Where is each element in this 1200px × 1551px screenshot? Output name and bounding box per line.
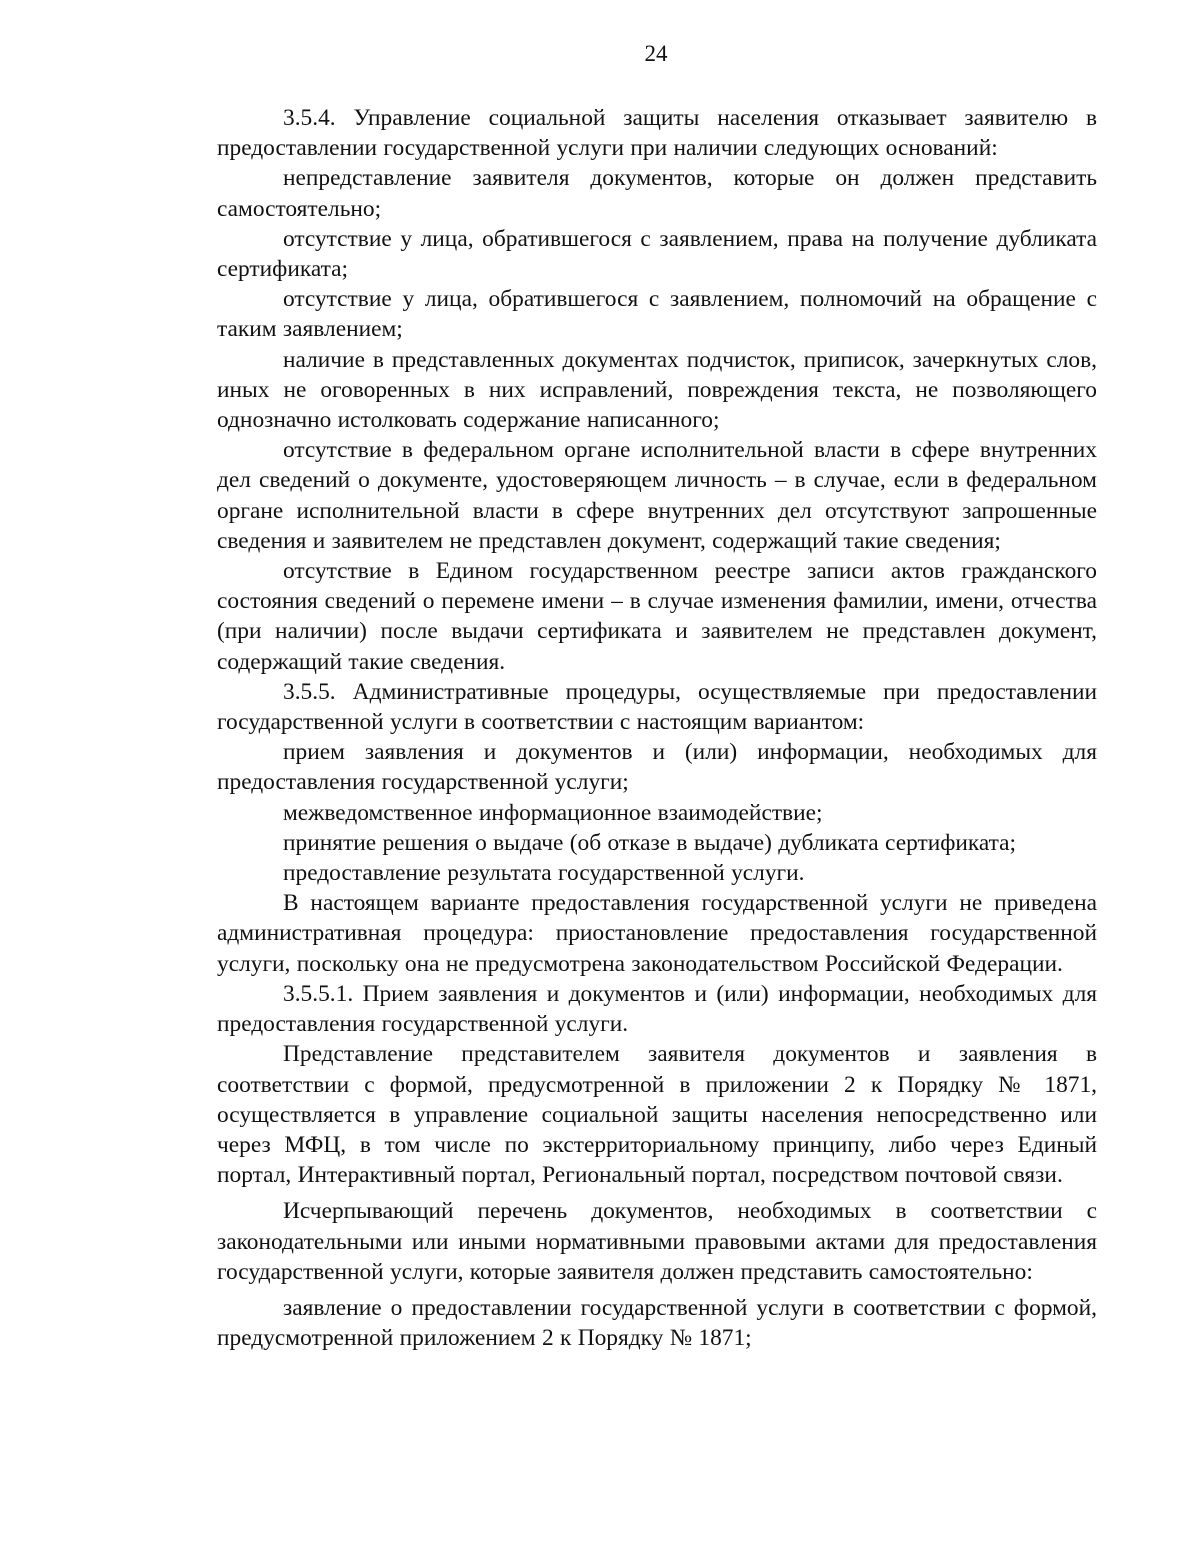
refusal-ground-2: отсутствие у лица, обратившегося с заявлением, права на получение дубликата сертификата;	[217, 225, 1097, 283]
paragraph-3-5-5-1: 3.5.5.1. Прием заявления и документов и (или) информации, необходимых для предоставления государственной услуги.	[217, 980, 1097, 1038]
refusal-ground-3: отсутствие у лица, обратившегося с заявлением, полномочий на обращение с таким заявлением;	[217, 286, 1097, 343]
page-number: 24	[644, 41, 668, 66]
procedure-3: принятие решения о выдаче (об отказе в выдаче) дубликата сертификата;	[283, 829, 1017, 856]
procedure-1: прием заявления и документов и (или) информации, необходимых для предоставления государственной услуги;	[217, 739, 1097, 796]
procedure-2: межведомственное информационное взаимодействие;	[283, 799, 823, 826]
refusal-ground-4: наличие в представленных документах подчисток, приписок, зачеркнутых слов, иных не оговоренных в них исправлений, повреждения текста, не позволяющего однозначно истолковать содержание написанного;	[217, 346, 1097, 434]
documents-list-item-1: заявление о предоставлении государственной услуги в соответствии с формой, предусмотренной приложением 2 к Порядку № 1871;	[217, 1294, 1097, 1352]
refusal-ground-1: непредставление заявителя документов, которые он должен представить самостоятельно;	[217, 165, 1097, 222]
submission-paragraph: Представление представителем заявителя документов и заявления в соответствии с формой, предусмотренной в приложении 2 к Порядку № 1871, осуществляется в управление социальной защиты населения непосредственно или через МФЦ, в том числе по экстерриториальному принципу, либо через Единый портал, Интерактивный портал, Региональный портал, посредством почтовой связи.	[217, 1041, 1097, 1189]
document-body	[217, 103, 1097, 1353]
documents-list-intro: Исчерпывающий перечень документов, необходимых в соответствии с законодательными или иными нормативными правовыми актами для предоставления государственной услуги, которые заявителя должен представить самостоятельно:	[217, 1198, 1097, 1285]
refusal-ground-6: отсутствие в Едином государственном реестре записи актов гражданского состояния сведений о перемене имени – в случае изменения фамилии, имени, отчества (при наличии) после выдачи сертификата и заявителем не представлен документ, содержащий такие сведения.	[217, 558, 1097, 675]
suspension-note: В настоящем варианте предоставления государственной услуги не приведена административная процедура: приостановление предоставления государственной услуги, поскольку она не предусмотрена законодательством Российской Федерации.	[217, 890, 1097, 977]
refusal-ground-5: отсутствие в федеральном органе исполнительной власти в сфере внутренних дел сведений о документе, удостоверяющем личность – в случае, если в федеральном органе исполнительной власти в сфере внутренних дел отсутствуют запрошенные сведения и заявителем не представлен документ, содержащий такие сведения;	[217, 437, 1097, 554]
paragraph-3-5-4: 3.5.4. Управление социальной защиты населения отказывает заявителю в предоставлении государственной услуги при наличии следующих оснований:	[217, 105, 1097, 162]
paragraph-3-5-5: 3.5.5. Административные процедуры, осуществляемые при предоставлении государственной услуги в соответствии с настоящим вариантом:	[217, 678, 1097, 736]
procedure-4: предоставление результата государственной услуги.	[283, 860, 805, 887]
